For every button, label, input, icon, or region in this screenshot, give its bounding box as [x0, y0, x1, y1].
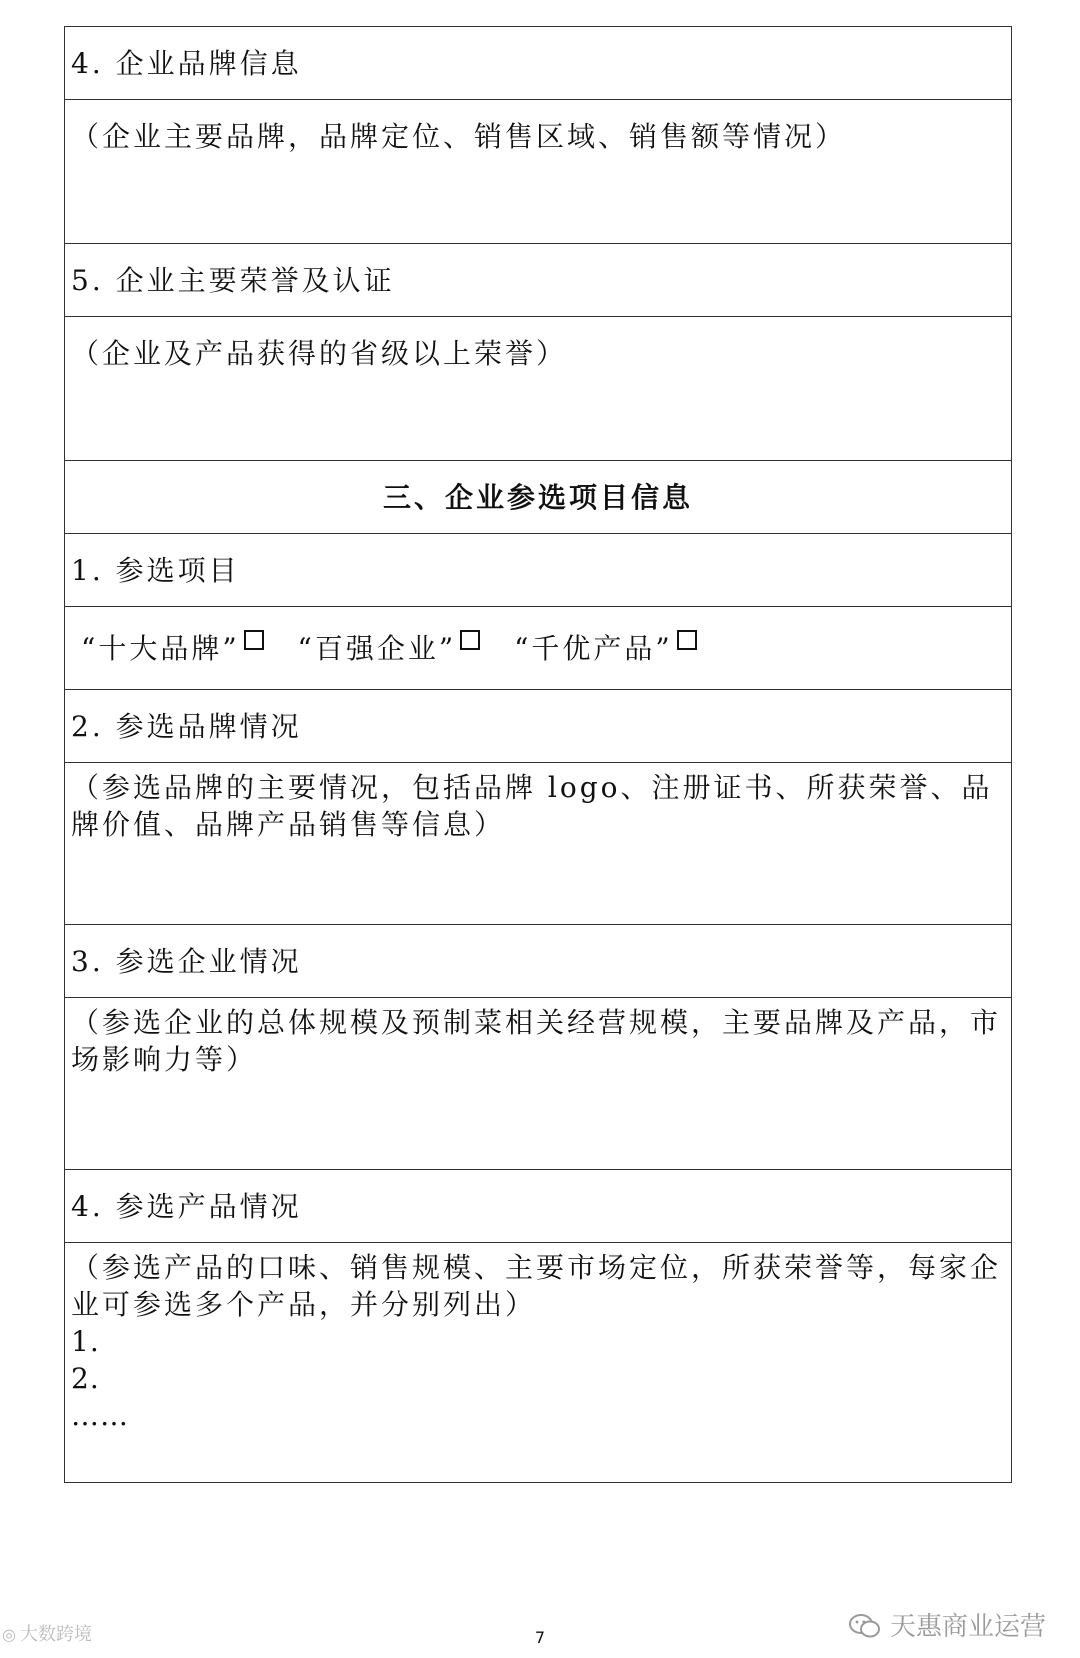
list-item: 2. — [71, 1362, 100, 1395]
honors-label: 5. 企业主要荣誉及认证 — [65, 244, 1012, 317]
watermark-right — [848, 1606, 1046, 1643]
watermark-right-text: 天惠商业运营 — [889, 1612, 1046, 1642]
watermark-left-text: 大数跨境 — [19, 1624, 92, 1645]
product-status-field[interactable] — [65, 1243, 1012, 1483]
wechat-icon — [848, 1613, 882, 1639]
project-options — [65, 607, 1012, 690]
brand-status-label: 2. 参选品牌情况 — [65, 690, 1012, 763]
list-item: …… — [71, 1399, 129, 1432]
company-status-field[interactable]: （参选企业的总体规模及预制菜相关经营规模，主要品牌及产品，市场影响力等） — [65, 998, 1012, 1170]
company-status-label: 3. 参选企业情况 — [65, 925, 1012, 998]
product-status-label: 4. 参选产品情况 — [65, 1170, 1012, 1243]
checkbox-icon[interactable] — [244, 630, 264, 650]
product-status-hint: （参选产品的口味、销售规模、主要市场定位，所获荣誉等，每家企业可参选多个产品，并分别列出） — [71, 1251, 1002, 1321]
option-label: “百强企业” — [297, 631, 457, 665]
option-label: “十大品牌” — [81, 631, 240, 665]
brand-info-label: 4. 企业品牌信息 — [65, 27, 1012, 100]
honors-field[interactable]: （企业及产品获得的省级以上荣誉） — [65, 317, 1012, 461]
option-top-hundred-companies[interactable] — [298, 630, 493, 667]
page-number: 7 — [534, 1628, 546, 1647]
list-item: 1. — [71, 1325, 100, 1358]
option-label: “千优产品” — [514, 631, 673, 665]
project-label: 1. 参选项目 — [65, 534, 1012, 607]
checkbox-icon[interactable] — [677, 630, 697, 650]
checkbox-icon[interactable] — [460, 630, 480, 650]
application-form-table — [64, 26, 1012, 1483]
option-thousand-products[interactable] — [514, 630, 709, 667]
section-heading: 三、企业参选项目信息 — [65, 461, 1012, 534]
brand-info-field[interactable]: （企业主要品牌，品牌定位、销售区域、销售额等情况） — [65, 100, 1012, 244]
logo-icon: ◎ — [2, 1625, 16, 1644]
option-top-ten-brands[interactable] — [81, 630, 276, 667]
brand-status-field[interactable]: （参选品牌的主要情况，包括品牌 logo、注册证书、所获荣誉、品牌价值、品牌产品销售等信息） — [65, 763, 1012, 925]
